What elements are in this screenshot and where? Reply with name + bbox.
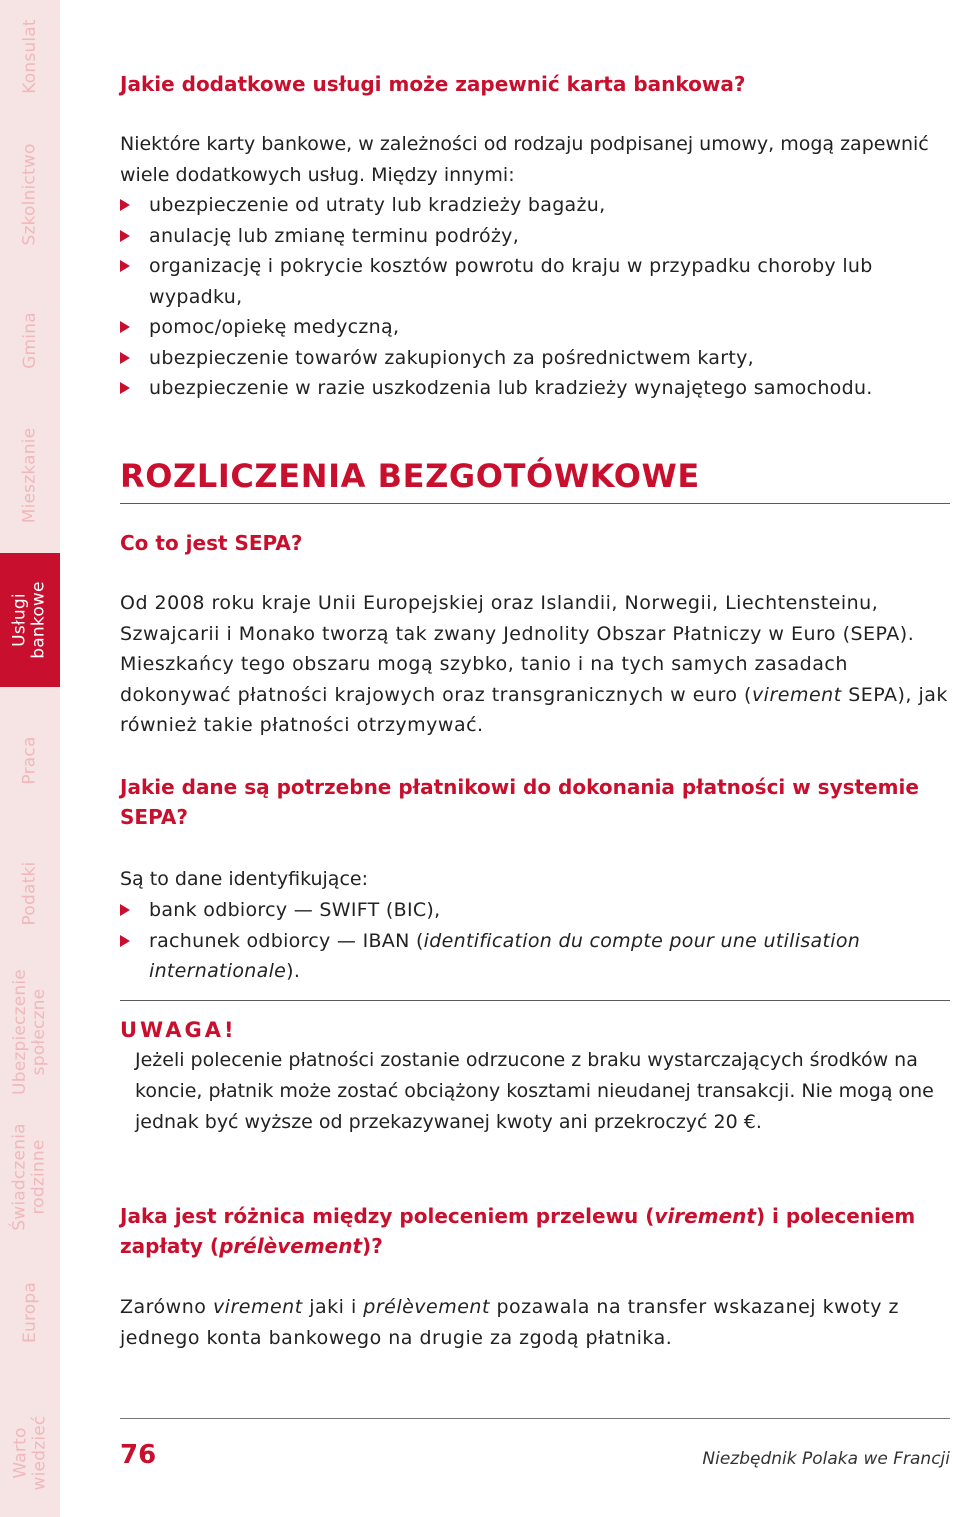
question-heading: Co to jest SEPA? [120,531,303,555]
arrow-bullet-icon [120,904,130,916]
question-heading: Jaka jest różnica między poleceniem przelewu (virement) i poleceniem zapłaty (prélèvement)? [120,1204,916,1258]
list-item: ubezpieczenie towarów zakupionych za pośrednictwem karty, [120,343,952,374]
arrow-bullet-icon [120,352,130,364]
sidebar-tab-label: Mieszkanie [19,427,40,523]
sidebar-tab-warto-wiedziec[interactable] [0,1398,60,1508]
section-divider [120,503,950,504]
list-item: organizację i pokrycie kosztów powrotu do kraju w przypadku choroby lub wypadku, [120,251,952,312]
section-title: ROZLICZENIA BEZGOTÓWKOWE [120,457,700,495]
question-heading: Jakie dodatkowe usługi może zapewnić karta bankowa? [120,72,746,96]
sidebar-tab-ubezpieczenie-spoleczne[interactable] [0,962,60,1102]
sidebar-tab-label: Gmina [19,311,40,369]
warning-body: Jeżeli polecenie płatności zostanie odrzucone z braku wystarczających środków na koncie, płatnik może zostać obciążony kosztami nieudanej transakcji. Nie mogą one jednak być wyższe od przekazywanej kwoty ani przekroczyć 20 €. [135,1049,934,1133]
list-item: ubezpieczenie od utraty lub kradzieży bagażu, [120,190,952,221]
sidebar-tab-label: Usługi bankowe [10,581,50,659]
question-heading: Jakie dane są potrzebne płatnikowi do dokonania płatności w systemie SEPA? [120,775,919,829]
sidebar-tab-label: Świadczenia rodzinne [10,1123,50,1231]
sidebar-tab-label: Europa [19,1281,40,1343]
sidebar-tab-uslugi-bankowe[interactable] [0,553,60,687]
sidebar-nav [0,0,60,1517]
sidebar-tab-szkolnictwo[interactable] [0,118,60,270]
paragraph: Niektóre karty bankowe, w zależności od rodzaju podpisanej umowy, mogą zapewnić wiele dodatkowych usług. Między innymi: [120,133,929,186]
footer-divider [120,1418,950,1419]
arrow-bullet-icon [120,260,130,272]
list-item: bank odbiorcy — SWIFT (BIC), [120,895,952,926]
sidebar-tab-gmina[interactable] [0,290,60,390]
arrow-bullet-icon [120,935,130,947]
warning-title: UWAGA! [120,1018,237,1042]
sidebar-tab-praca[interactable] [0,700,60,820]
bullet-list [120,895,952,987]
list-item: pomoc/opiekę medyczną, [120,312,952,343]
list-item: anulację lub zmianę terminu podróży, [120,221,952,252]
arrow-bullet-icon [120,321,130,333]
sidebar-tab-label: Konsulat [19,18,40,94]
paragraph: Zarówno virement jaki i prélèvement pozawala na transfer wskazanej kwoty z jednego konta bankowego na drugie za zgodą płatnika. [120,1296,899,1349]
paragraph: Są to dane identyfikujące: [120,868,368,890]
sidebar-tab-konsulat[interactable] [0,0,60,112]
sidebar-tab-podatki[interactable] [0,838,60,948]
sidebar-tab-label: Praca [19,735,40,785]
sidebar-tab-label: Podatki [19,861,40,925]
arrow-bullet-icon [120,230,130,242]
sidebar-tab-label: Szkolnictwo [19,142,40,246]
bullet-list [120,190,952,404]
sidebar-tab-europa[interactable] [0,1262,60,1362]
page-number: 76 [120,1440,157,1470]
arrow-bullet-icon [120,199,130,211]
publication-title: Niezbędnik Polaka we Francji [702,1449,950,1469]
sidebar-tab-mieszkanie[interactable] [0,410,60,540]
list-item: rachunek odbiorcy — IBAN (identification du compte pour une utilisation internationale). [120,926,952,987]
list-item: ubezpieczenie w razie uszkodzenia lub kradzieży wynajętego samochodu. [120,373,952,404]
note-top-divider [120,1000,950,1001]
sidebar-tab-label: Warto wiedzieć [10,1415,49,1491]
arrow-bullet-icon [120,382,130,394]
warning-note [120,1016,950,1138]
sidebar-tab-label: Ubezpieczenie społeczne [10,969,49,1095]
sidebar-tab-swiadczenia-rodzinne[interactable] [0,1112,60,1242]
paragraph: Od 2008 roku kraje Unii Europejskiej oraz Islandii, Norwegii, Liechtensteinu, Szwajcarii i Monako tworzą tak zwany Jednolity Obszar Płatniczy w Euro (SEPA). Mieszkańcy tego obszaru mogą szybko, tanio i na tych samych zasadach dokonywać płatności krajowych oraz transgranicznych w euro (virement SEPA), jak również takie płatności otrzymywać. [120,592,948,736]
